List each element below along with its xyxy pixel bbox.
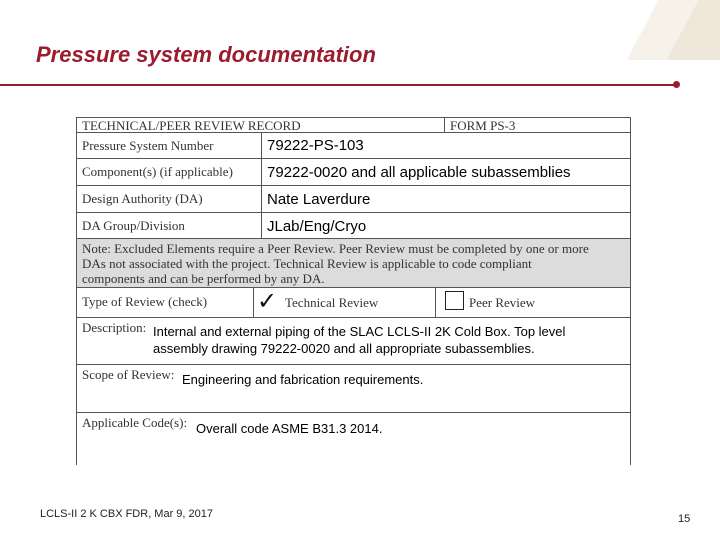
components-value: 79222-0020 and all applicable subassemblies xyxy=(267,164,571,181)
design-authority-value: Nate Laverdure xyxy=(267,191,371,208)
description-line-1: Internal and external piping of the SLAC LCLS-II 2K Cold Box. Top level xyxy=(153,324,566,339)
scope-value: Engineering and fabrication requirements. xyxy=(182,372,424,387)
form-header-title: TECHNICAL/PEER REVIEW RECORD xyxy=(82,118,301,133)
note-row xyxy=(77,239,630,288)
components-row xyxy=(77,159,630,186)
title-divider xyxy=(0,84,676,86)
footer-text: LCLS-II 2 K CBX FDR, Mar 9, 2017 xyxy=(40,508,214,520)
pressure-system-number-value: 79222-PS-103 xyxy=(267,137,364,154)
codes-value: Overall code ASME B31.3 2014. xyxy=(196,421,383,436)
review-type-row xyxy=(77,288,630,318)
review-type-label: Type of Review (check) xyxy=(82,294,208,309)
pressure-system-number-row xyxy=(77,133,630,159)
form-number: FORM PS-3 xyxy=(450,118,516,133)
da-group-value: JLab/Eng/Cryo xyxy=(267,218,367,235)
field-label: DA Group/Division xyxy=(82,218,185,233)
field-label: Pressure System Number xyxy=(82,138,214,153)
form-header-row xyxy=(77,118,630,133)
peer-review-label: Peer Review xyxy=(469,295,536,310)
note-text: Note: Excluded Elements require a Peer Review. Peer Review must be completed by one or more DAs not associated with the project. Technical Review is applicable to code compliant components and can be performed by any DA. xyxy=(82,241,589,286)
description-line-2: assembly drawing 79222-0020 and all appropriate subassemblies. xyxy=(153,341,535,356)
technical-review-checkmark-icon[interactable]: ✓ xyxy=(257,287,278,315)
slide-title: Pressure system documentation xyxy=(36,42,376,67)
codes-label: Applicable Code(s): xyxy=(82,415,188,430)
corner-decoration xyxy=(600,0,720,60)
description-label: Description: xyxy=(82,320,147,335)
da-group-row xyxy=(77,213,630,239)
field-label: Component(s) (if applicable) xyxy=(82,164,233,179)
review-form xyxy=(76,117,631,465)
field-label: Design Authority (DA) xyxy=(82,191,203,206)
technical-review-label: Technical Review xyxy=(285,295,379,310)
scope-row xyxy=(77,365,630,413)
peer-review-checkbox[interactable] xyxy=(445,291,464,310)
page-number: 15 xyxy=(678,513,691,525)
title-divider-dot xyxy=(673,81,680,88)
scope-label: Scope of Review: xyxy=(82,367,175,382)
design-authority-row xyxy=(77,186,630,213)
description-row xyxy=(77,318,630,365)
codes-row xyxy=(77,413,630,465)
